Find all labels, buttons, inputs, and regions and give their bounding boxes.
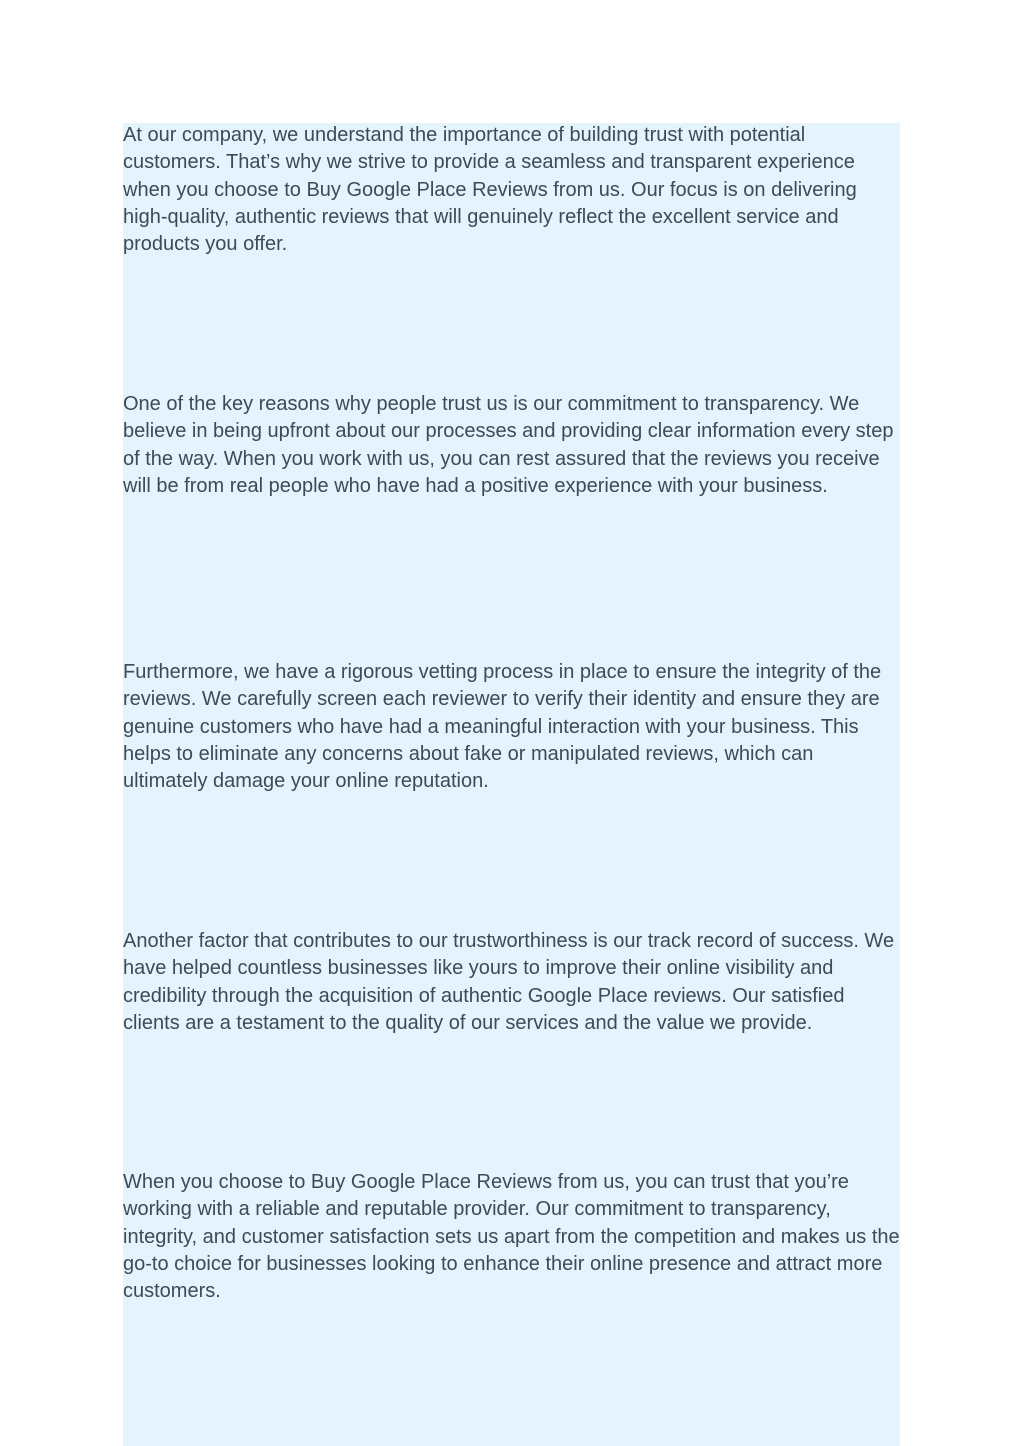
paragraph-trust-intro: At our company, we understand the importance of building trust with potential customers. That’s why we strive to provide a seamless and transparent experience when you choose to Buy Google Place Reviews from us. Our focus is on delivering high-quality, authentic reviews that will genuinely reflect the excellent service and products you offer. [123,124,857,256]
paragraph-transparency: One of the key reasons why people trust us is our commitment to transparency. We believe in being upfront about our processes and providing clear information every step of the way. When you work with us, you can rest assured that the reviews you receive will be from real people who have had a positive experience with your business. [123,393,894,497]
paragraph-conclusion: When you choose to Buy Google Place Reviews from us, you can trust that you’re working with a reliable and reputable provider. Our commitment to transparency, integrity, and customer satisfaction sets us apart from the competition and makes us the go-to choice for businesses looking to enhance their online presence and attract more customers. [123,1171,900,1303]
paragraph-vetting-process: Furthermore, we have a rigorous vetting process in place to ensure the integrity of the reviews. We carefully screen each reviewer to verify their identity and ensure they are genuine customers who have had a meaningful interaction with your business. This helps to eliminate any concerns about fake or manipulated reviews, which can ultimately damage your online reputation. [123,661,882,793]
content-block [123,123,900,1446]
paragraph-track-record: Another factor that contributes to our trustworthiness is our track record of success. We have helped countless businesses like yours to improve their online visibility and credibility through the acquisition of authentic Google Place reviews. Our satisfied clients are a testament to the quality of our services and the value we provide. [123,930,895,1034]
